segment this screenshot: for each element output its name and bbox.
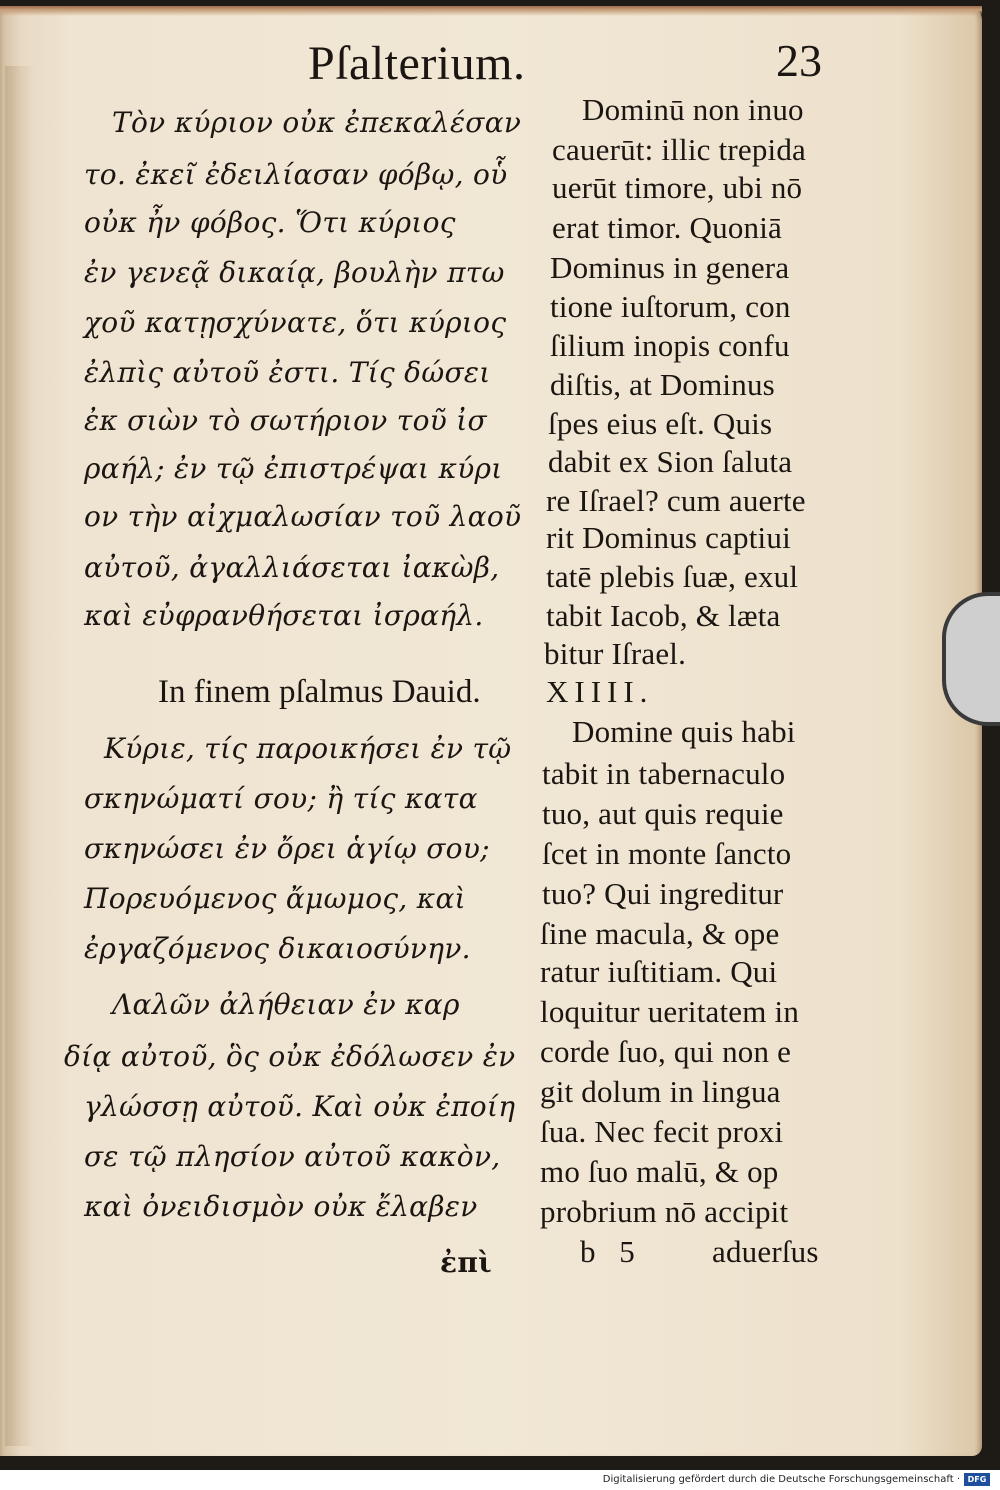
greek-line: ἐν γενεᾷ δικαίᾳ, βουλὴν πτω <box>84 256 505 289</box>
greek-line: ἐκ σιὼν τὸ σωτήριον τοῦ ἰσ <box>84 404 487 437</box>
latin-line: dabit ex Sion ſaluta <box>548 444 793 479</box>
latin-line: ſua. Nec fecit proxi <box>540 1114 784 1149</box>
funding-credit: Digitalisierung gefördert durch die Deutsche Forschungsgemeinschaft · <box>602 1474 960 1485</box>
latin-line: ratur iuſtitiam. Qui <box>540 954 778 989</box>
greek-line: σκηνώματί σου; ἢ τίς κατα <box>84 782 478 815</box>
latin-line: git dolum in lingua <box>540 1074 781 1109</box>
book-clasp <box>942 592 1000 726</box>
latin-catchword: aduerſus <box>712 1234 819 1269</box>
latin-line: tabit in tabernaculo <box>542 756 786 791</box>
latin-line: ſpes eius eſt. Quis <box>548 406 773 441</box>
latin-line: tatē plebis ſuæ, exul <box>546 559 799 594</box>
latin-line: ſcet in monte ſancto <box>542 836 792 871</box>
latin-line: bitur Iſrael. <box>544 636 687 671</box>
greek-line: σκηνώσει ἐν ὄρει ἁγίῳ σου; <box>84 832 490 865</box>
greek-line: αὐτοῦ, ἀγαλλιάσεται ἰακὼβ, <box>84 551 500 584</box>
book-page <box>0 6 982 1456</box>
latin-line: uerūt timore, ubi nō <box>552 170 803 205</box>
page-gutter-shadow <box>5 66 35 1446</box>
latin-line: tuo, aut quis requie <box>542 796 784 831</box>
signature-mark: b 5 <box>580 1234 643 1269</box>
greek-line: ον τὴν αἰχμαλωσίαν τοῦ λαοῦ <box>84 500 522 533</box>
latin-line: probrium nō accipit <box>540 1194 789 1229</box>
greek-line: καὶ ὀνειδισμὸν οὐκ ἔλαβεν <box>84 1190 478 1223</box>
psalm-number: XIIII. <box>546 674 654 709</box>
latin-line: Domine quis habi <box>572 714 796 749</box>
latin-line: tione iuſtorum, con <box>550 289 791 324</box>
latin-line: re Iſrael? cum auerte <box>546 483 806 518</box>
psalm-heading: In finem pſalmus Dauid. <box>158 674 481 710</box>
greek-line: καὶ εὐφρανθήσεται ἰσραήλ. <box>84 599 484 632</box>
latin-line: tabit Iacob, & læta <box>546 598 781 633</box>
greek-line: χοῦ κατῃσχύνατε, ὅτι κύριος <box>84 306 507 339</box>
greek-line: Κύριε, τίς παροικήσει ἐν τῷ <box>104 732 512 765</box>
latin-line: Dominus in genera <box>550 250 790 285</box>
latin-line: tuo? Qui ingreditur <box>542 876 784 911</box>
latin-line: cauerūt: illic trepida <box>552 132 807 167</box>
latin-line: rit Dominus captiui <box>546 520 791 555</box>
greek-line: ἐργαζόμενος δικαιοσύνην. <box>84 932 471 965</box>
greek-line: Τὸν κύριον οὐκ ἐπεκαλέσαν <box>112 106 522 139</box>
page-top-edge <box>0 6 982 16</box>
latin-line: loquitur ueritatem in <box>540 994 800 1029</box>
greek-line: γλώσσῃ αὐτοῦ. Καὶ οὐκ ἐποίη <box>84 1090 516 1123</box>
dfg-logo: DFG <box>964 1473 990 1486</box>
latin-line: ſine macula, & ope <box>540 916 780 951</box>
greek-line: δίᾳ αὐτοῦ, ὃς οὐκ ἐδόλωσεν ἐν <box>64 1040 516 1073</box>
latin-line: Dominū non inuo <box>582 92 804 127</box>
running-title: Pſalterium. <box>308 37 526 90</box>
greek-line: οὐκ ἦν φόβος. Ὅτι κύριος <box>84 206 456 239</box>
greek-line: ἐλπὶς αὐτοῦ ἐστι. Τίς δώσει <box>84 356 491 389</box>
greek-line: το. ἐκεῖ ἐδειλίασαν φόβῳ, οὗ <box>84 158 508 191</box>
page-number: 23 <box>776 35 822 86</box>
latin-line: ſilium inopis confu <box>550 328 790 363</box>
greek-catchword: ἐπὶ <box>440 1246 492 1279</box>
latin-line: corde ſuo, qui non e <box>540 1034 792 1069</box>
greek-line: σε τῷ πλησίον αὐτοῦ κακὸν, <box>84 1140 501 1173</box>
latin-line: diſtis, at Dominus <box>550 367 775 402</box>
greek-line: Πορευόμενος ἄμωμος, καὶ <box>84 882 466 915</box>
greek-line: Λαλῶν ἀλήθειαν ἐν καρ <box>112 988 460 1021</box>
greek-line: ραήλ; ἐν τῷ ἐπιστρέψαι κύρι <box>84 452 503 485</box>
footer <box>0 1470 1000 1490</box>
latin-line: mo ſuo malū, & op <box>540 1154 779 1189</box>
latin-line: erat timor. Quoniā <box>552 210 783 245</box>
